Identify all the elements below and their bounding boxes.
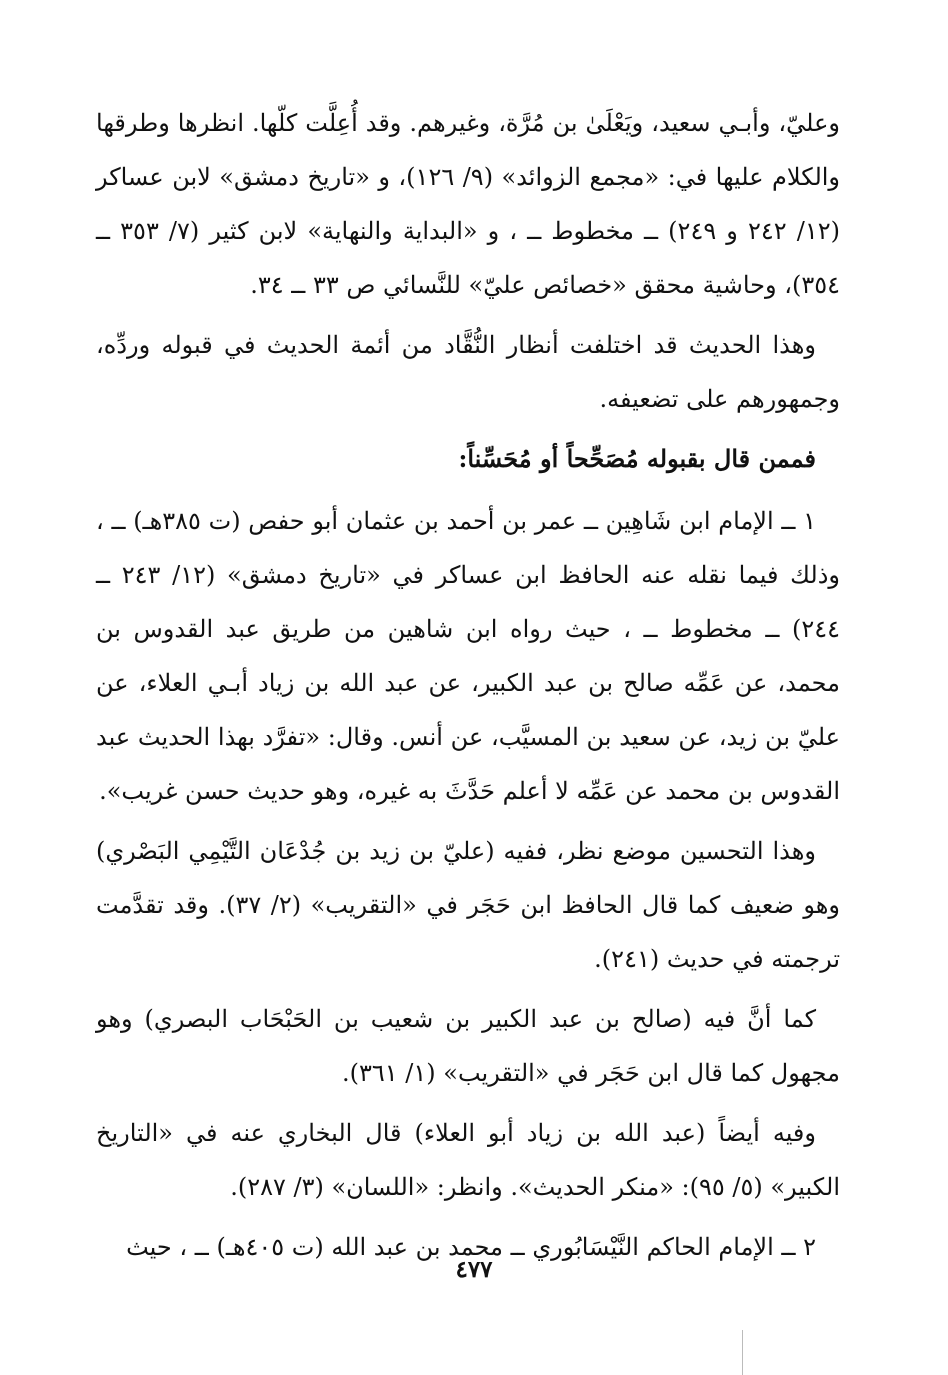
section-heading: فممن قال بقبوله مُصَحِّحاً أو مُحَسِّناً: xyxy=(458,444,816,473)
paragraph-5: كما أنَّ فيه (صالح بن عبد الكبير بن شعيب بن الحَبْحَاب البصري) وهو مجهول كما قال ابن حَجَر في «التقريب» (١/ ٣٦١). xyxy=(96,1005,840,1087)
paragraph-4: وهذا التحسين موضع نظر، ففيه (عليّ بن زيد بن جُدْعَان التَّيْمِي البَصْري) وهو ضعيف كما قال الحافظ ابن حَجَر في «التقريب» (٢/ ٣٧). وقد تقدَّمت ترجمته في حديث (٢٤١). xyxy=(96,837,841,973)
page-body xyxy=(96,96,840,1280)
page-number: ٤٧٧ xyxy=(455,1256,493,1283)
paragraph-6: وفيه أيضاً (عبد الله بن زياد أبو العلاء) قال البخاري عنه في «التاريخ الكبير» (٥/ ٩٥): «منكر الحديث». وانظر: «اللسان» (٣/ ٢٨٧). xyxy=(96,1119,840,1201)
paragraph-7: ٢ ــ الإمام الحاكم النَّيْسَابُوري ــ محمد بن عبد الله (ت ٤٠٥هـ) ــ ، حيث xyxy=(126,1233,816,1261)
paragraph-3: ١ ــ الإمام ابن شَاهِين ــ عمر بن أحمد بن عثمان أبو حفص (ت ٣٨٥هـ) ــ ، وذلك فيما نقله عنه الحافظ ابن عساكر في «تاريخ دمشق» (١٢/ ٢٤٣ ــ ٢٤٤) ــ مخطوط ــ ، حيث رواه ابن شاهين من طريق عبد القدوس بن محمد، عن عَمِّه صالح بن عبد الكبير، عن عبد الله بن زياد أبـي العلاء، عن عليّ بن زيد، عن سعيد بن المسيَّب، عن أنس. وقال: «تفرَّد بهذا الحديث عبد القدوس بن محمد عن عَمِّه لا أعلم حَدَّثَ به غيره، وهو حديث حسن غريب». xyxy=(96,507,841,805)
paragraph-2: وهذا الحديث قد اختلفت أنظار النُّقَّاد من أئمة الحديث في قبوله وردِّه، وجمهورهم على تضعيفه. xyxy=(96,331,840,413)
paragraph-1: وعليّ، وأبـي سعيد، ويَعْلَىٰ بن مُرَّة، وغيرهم. وقد أُعِلَّت كلّها. انظرها وطرقها والكلام عليها في: «مجمع الزوائد» (٩/ ١٢٦)، و «تاريخ دمشق» لابن عساكر (١٢/ ٢٤٢ و ٢٤٩) ــ مخطوط ــ ، و «البداية والنهاية» لابن كثير (٧/ ٣٥٣ ــ ٣٥٤)، وحاشية محقق «خصائص عليّ» للنَّسائي ص ٣٣ ــ ٣٤. xyxy=(96,109,841,299)
scan-edge-mark xyxy=(742,1330,743,1375)
